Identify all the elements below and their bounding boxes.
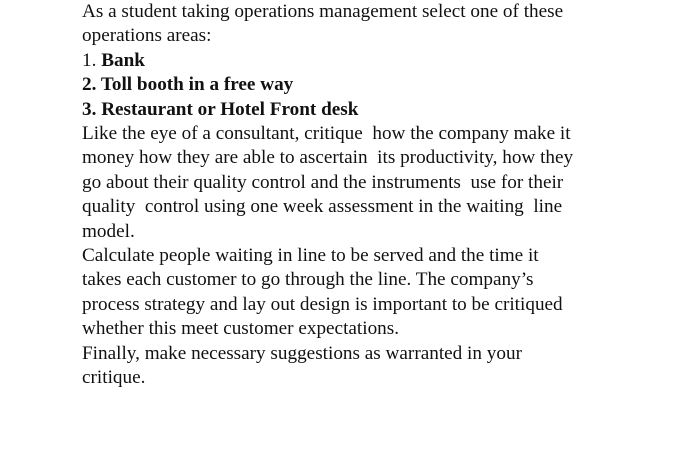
option-number: 3. (82, 98, 97, 120)
intro-line-1: As a student taking operations management select one of these (82, 1, 564, 22)
paragraph1-line-3: go about their quality control and the instruments use for their (82, 171, 564, 193)
option-number: 1. (82, 49, 97, 71)
document-body (82, 0, 692, 391)
paragraph2-line-3: process strategy and lay out design is important to be critiqued (82, 293, 563, 315)
option-toll-booth (82, 73, 692, 97)
option-label: Bank (101, 49, 145, 71)
paragraph2-line-4: whether this meet customer expectations. (82, 318, 400, 340)
paragraph3-line-2: critique. (82, 367, 146, 389)
intro-line-2: operations areas: (82, 25, 212, 47)
paragraph1-line-5: model. (82, 220, 135, 242)
option-label: Restaurant or Hotel Front desk (101, 98, 359, 120)
paragraph2-line-2: takes each customer to go through the line. The company’s (82, 269, 534, 291)
paragraph1-line-2: money how they are able to ascertain its productivity, how they (82, 147, 574, 169)
paragraph3-line-1: Finally, make necessary suggestions as warranted in your (82, 342, 522, 364)
option-label: Toll booth in a free way (100, 74, 294, 96)
option-bank (82, 49, 692, 73)
option-number: 2. (82, 74, 97, 96)
paragraph2-line-1: Calculate people waiting in line to be served and the time it (82, 245, 539, 267)
paragraph1-line-4: quality control using one week assessment in the waiting line (82, 196, 563, 218)
paragraph1-line-1: Like the eye of a consultant, critique how the company make it (82, 123, 571, 145)
option-restaurant-hotel (82, 98, 692, 122)
